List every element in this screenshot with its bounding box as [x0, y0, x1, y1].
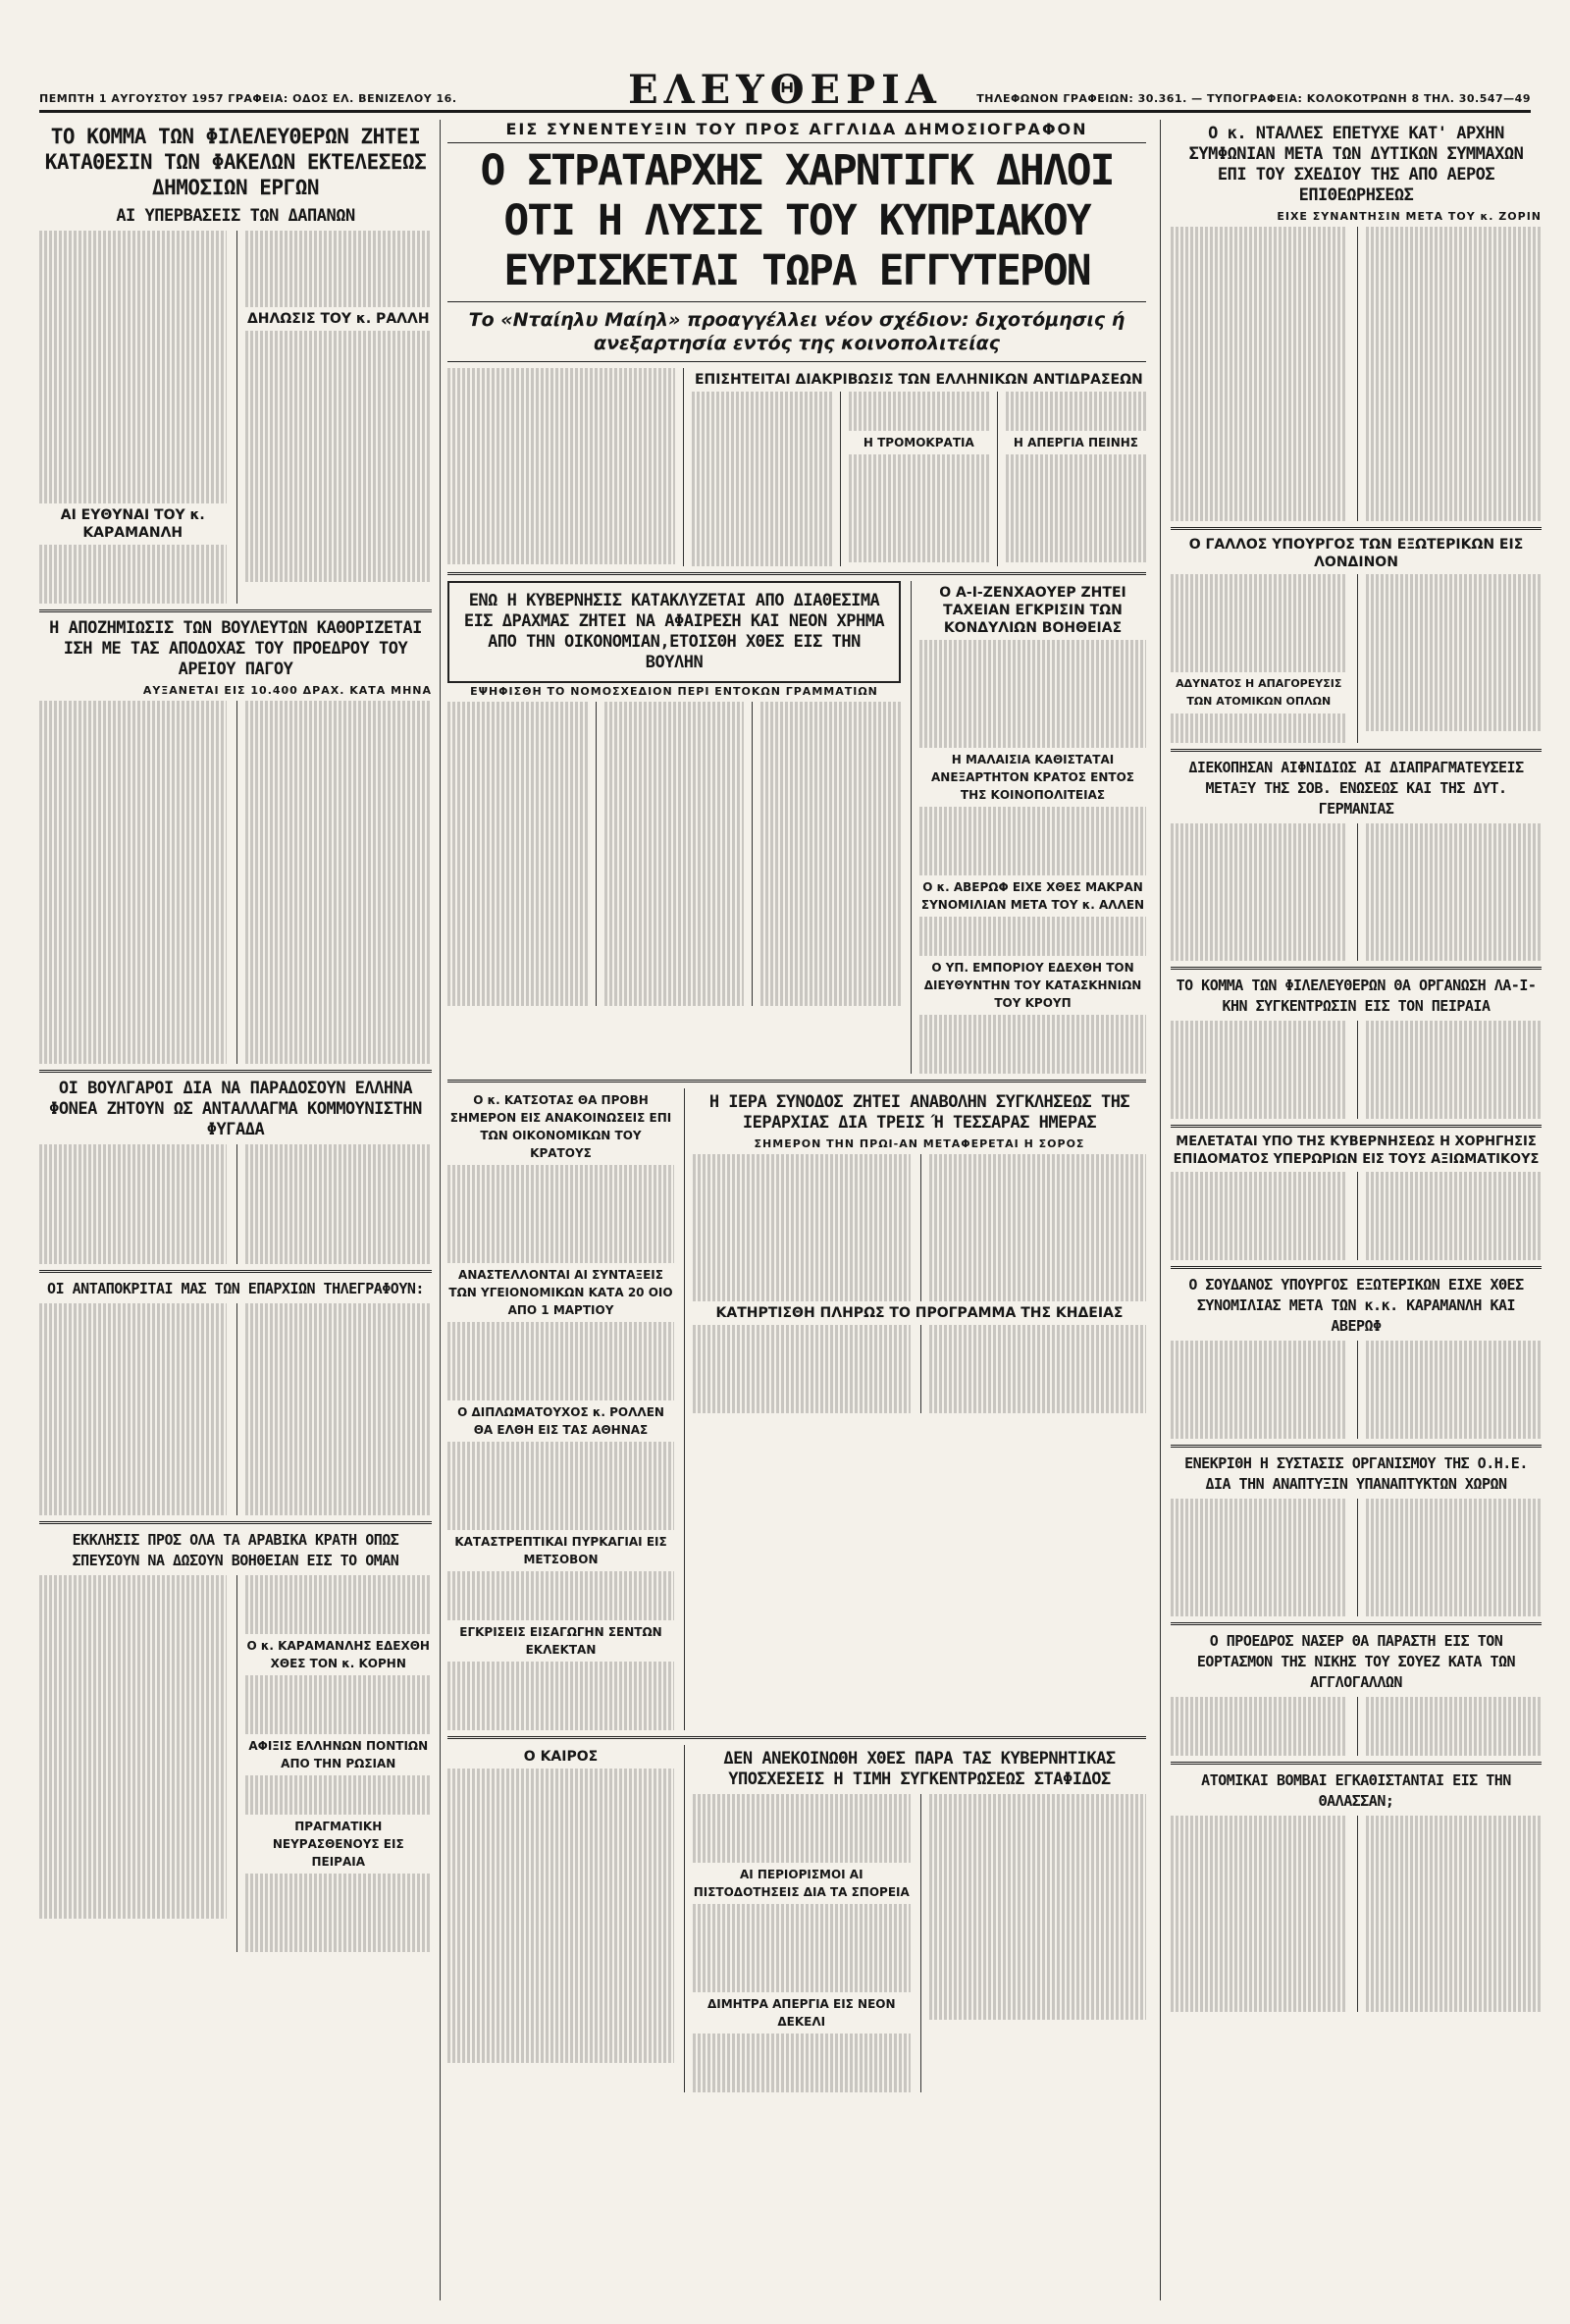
- headline-soviet-germany-talks: ΔΙΕΚΟΠΗΣΑΝ ΑΙΦΝΙΔΙΩΣ ΑΙ ΔΙΑΠΡΑΓΜΑΤΕΥΣΕΙΣ ΜΕΤΑΞΥ ΤΗΣ ΣΟΒ. ΕΝΩΣΕΩΣ ΚΑΙ ΤΗΣ ΔΥΤ. ΓΕΡΜΑΝΙΑΣ: [1188, 759, 1524, 818]
- headline-metsovo-fires: ΚΑΤΑΣΤΡΕΠΤΙΚΑΙ ΠΥΡΚΑΓΙΑΙ ΕΙΣ ΜΕΤΣΟΒΟΝ: [454, 1535, 667, 1566]
- headline-piraeus-rally: ΤΟ ΚΟΜΜΑ ΤΩΝ ΦΙΛΕΛΕΥΘΕΡΩΝ ΘΑ ΟΡΓΑΝΩΣΗ ΛΑ-Ι-ΚΗΝ ΣΥΓΚΕΝΤΡΩΣΙΝ ΕΙΣ ΤΟΝ ΠΕΙΡΑΙΑ: [1176, 977, 1537, 1015]
- subhead-hunger-strike: Η ΑΠΕΡΓΙΑ ΠΕΙΝΗΣ: [1013, 436, 1138, 449]
- headline-holy-synod: Η ΙΕΡΑ ΣΥΝΟΔΟΣ ΖΗΤΕΙ ΑΝΑΒΟΛΗΝ ΣΥΓΚΛΗΣΕΩΣ ΤΗΣ ΙΕΡΑΡΧΙΑΣ ΔΙΑ ΤΡΕΙΣ Ή ΤΕΣΣΑΡΑΣ ΗΜΕΡΑΣ: [708, 1092, 1130, 1133]
- headline-rollen: Ο ΔΙΠΛΩΜΑΤΟΥΧΟΣ κ. ΡΟΛΛΕΝ ΘΑ ΕΛΘΗ ΕΙΣ ΤΑΣ ΑΘΗΝΑΣ: [457, 1405, 664, 1437]
- subhead-dekeleia-strike: ΔΙΜΗΤΡΑ ΑΠΕΡΓΙΑ ΕΙΣ ΝΕΟΝ ΔΕΚΕΛΙ: [706, 1997, 896, 2029]
- kicker-interview: ΕΙΣ ΣΥΝΕΝΤΕΥΞΙΝ ΤΟΥ ΠΡΟΣ ΑΓΓΛΙΔΑ ΔΗΜΟΣΙΟΓΡΑΦΟΝ: [447, 120, 1146, 143]
- headline-dulles: Ο κ. ΝΤΑΛΛΕΣ ΕΠΕΤΥΧΕ ΚΑΤ' ΑΡΧΗΝ ΣΥΜΦΩΝΙΑΝ ΜΕΤΑ ΤΩΝ ΔΥΤΙΚΩΝ ΣΥΜΜΑΧΩΝ ΕΠΙ ΤΟΥ ΣΧΕΔΙΟΥ ΤΗΣ ΑΠΟ ΑΕΡΟΣ ΕΠΙΘΕΩΡΗΣΕΩΣ: [1188, 124, 1524, 205]
- headline-weather: Ο ΚΑΙΡΟΣ: [523, 1749, 599, 1765]
- masthead-date-address: ΠΕΜΠΤΗ 1 ΑΥΓΟΥΣΤΟΥ 1957 ΓΡΑΦΕΙΑ: ΟΔΟΣ ΕΛ. ΒΕΝΙΖΕΛΟΥ 16.: [39, 92, 457, 105]
- subhead-pontic-greeks: ΑΦΙΞΙΣ ΕΛΛΗΝΩΝ ΠΟΝΤΙΩΝ ΑΠΟ ΤΗΝ ΡΩΣΙΑΝ: [248, 1739, 429, 1770]
- headline-katsotas: Ο κ. ΚΑΤΣΟΤΑΣ ΘΑ ΠΡΟΒΗ ΣΗΜΕΡΟΝ ΕΙΣ ΑΝΑΚΟΙΝΩΣΕΙΣ ΕΠΙ ΤΩΝ ΟΙΚΟΝΟΜΙΚΩΝ ΤΟΥ ΚΡΑΤΟΥΣ: [449, 1093, 672, 1160]
- headline-mp-compensation: Η ΑΠΟΖΗΜΙΩΣΙΣ ΤΩΝ ΒΟΥΛΕΥΤΩΝ ΚΑΘΟΡΙΖΕΤΑΙ ΙΣΗ ΜΕ ΤΑΣ ΑΠΟΔΟΧΑΣ ΤΟΥ ΠΡΟΕΔΡΟΥ ΤΟΥ ΑΡΕΙΟΥ ΠΑΓΟΥ: [49, 618, 422, 679]
- subhead-zorin: ΕΙΧΕ ΣΥΝΑΝΤΗΣΙΝ ΜΕΤΑ ΤΟΥ κ. ΖΟΡΙΝ: [1277, 210, 1542, 223]
- left-column: [39, 120, 441, 2300]
- subhead-karamanlis-koren: Ο κ. ΚΑΡΑΜΑΝΛΗΣ ΕΔΕΧΘΗ ΧΘΕΣ ΤΟΝ κ. ΚΟΡΗΝ: [246, 1639, 430, 1670]
- headline-arab-states-oman: ΕΚΚΛΗΣΙΣ ΠΡΟΣ ΟΛΑ ΤΑ ΑΡΑΒΙΚΑ ΚΡΑΤΗ ΟΠΩΣ ΣΠΕΥΣΟΥΝ ΝΑ ΔΩΣΟΥΝ ΒΟΗΘΕΙΑΝ ΕΙΣ ΤΟ ΟΜΑΝ: [72, 1531, 399, 1569]
- masthead: [39, 67, 1531, 113]
- main-headline-line-3: ΕΥΡΙΣΚΕΤΑΙ ΤΩΡΑ ΕΓΓΥΤΕΡΟΝ: [503, 246, 1090, 295]
- subhead-coffin: ΣΗΜΕΡΟΝ ΤΗΝ ΠΡΩΙ-ΑΝ ΜΕΤΑΦΕΡΕΤΑΙ Η ΣΟΡΟΣ: [754, 1137, 1085, 1150]
- headline-officers-overtime: ΜΕΛΕΤΑΤΑΙ ΥΠΟ ΤΗΣ ΚΥΒΕΡΝΗΣΕΩΣ Η ΧΟΡΗΓΗΣΙΣ ΕΠΙΔΟΜΑΤΟΣ ΥΠΕΡΩΡΙΩΝ ΕΙΣ ΤΟΥΣ ΑΞΙΩΜΑΤΙΚΟΥΣ: [1173, 1135, 1540, 1167]
- headline-liberals-public-works: ΤΟ ΚΟΜΜΑ ΤΩΝ ΦΙΛΕΛΕΥΘΕΡΩΝ ΖΗΤΕΙ ΚΑΤΑΘΕΣΙΝ ΤΩΝ ΦΑΚΕΛΩΝ ΕΚΤΕΛΕΣΕΩΣ ΔΗΜΟΣΙΩΝ ΕΡΓΩΝ: [44, 125, 427, 199]
- subhead-krupp: Ο ΥΠ. ΕΜΠΟΡΙΟΥ ΕΔΕΧΘΗ ΤΟΝ ΔΙΕΥΘΥΝΤΗΝ ΤΟΥ ΚΑΤΑΣΚΗΝΙΩΝ ΤΟΥ ΚΡΟΥΠ: [923, 961, 1142, 1010]
- masthead-phones: ΤΗΛΕΦΩΝΟΝ ΓΡΑΦΕΙΩΝ: 30.361. — ΤΥΠΟΓΡΑΦΕΙΑ: ΚΟΛΟΚΟΤΡΩΝΗ 8 ΤΗΛ. 30.547—49: [976, 92, 1531, 105]
- headline-funeral-program: ΚΑΤΗΡΤΙΣΘΗ ΠΛΗΡΩΣ ΤΟ ΠΡΟΓΡΑΜΜΑ ΤΗΣ ΚΗΔΕΙΑΣ: [715, 1305, 1124, 1321]
- subhead-seed-credit: ΑΙ ΠΕΡΙΟΡΙΣΜΟΙ ΑΙ ΠΙΣΤΟΔΟΤΗΣΕΙΣ ΔΙΑ ΤΑ ΣΠΟΡΕΙΑ: [693, 1868, 910, 1899]
- main-deck-daily-mail: Το «Νταίηλυ Μαίηλ» προαγγέλλει νέον σχέδιον: διχοτόμησις ή ανεξαρτησία εντός της κοινοπολιτείας: [468, 309, 1125, 354]
- subhead-terrorism: Η ΤΡΟΜΟΚΡΑΤΙΑ: [863, 436, 974, 449]
- box-government-money: [447, 581, 901, 683]
- headline-un-development: ΕΝΕΚΡΙΘΗ Η ΣΥΣΤΑΣΙΣ ΟΡΓΑΝΙΣΜΟΥ ΤΗΣ Ο.Η.Ε. ΔΙΑ ΤΗΝ ΑΝΑΠΤΥΞΙΝ ΥΠΑΝΑΠΤΥΚΤΩΝ ΧΩΡΩΝ: [1184, 1454, 1528, 1493]
- headline-provincial-correspondents: ΟΙ ΑΝΤΑΠΟΚΡΙΤΑΙ ΜΑΣ ΤΩΝ ΕΠΑΡΧΙΩΝ ΤΗΛΕΓΡΑΦΟΥΝ:: [47, 1280, 424, 1297]
- headline-eisenhower-aid: Ο Α-Ι-ΖΕΝΧΑΟΥΕΡ ΖΗΤΕΙ ΤΑΧΕΙΑΝ ΕΓΚΡΙΣΙΝ ΤΩΝ ΚΟΝΔΥΛΙΩΝ ΒΟΗΘΕΙΑΣ: [939, 585, 1126, 636]
- headline-greek-reactions: ΕΠΙΣΗΤΕΙΤΑΙ ΔΙΑΚΡΙΒΩΣΙΣ ΤΩΝ ΕΛΛΗΝΙΚΩΝ ΑΝΤΙΔΡΑΣΕΩΝ: [694, 372, 1143, 388]
- subhead-10400-drachmas: ΑΥΞΑΝΕΤΑΙ ΕΙΣ 10.400 ΔΡΑΧ. ΚΑΤΑ ΜΗΝΑ: [142, 684, 432, 697]
- main-headline-line-1: Ο ΣΤΡΑΤΑΡΧΗΣ ΧΑΡΝΤΙΓΚ ΔΗΛΟΙ: [480, 146, 1114, 195]
- newspaper-title: ΕΛΕΥΘΕΡΙΑ: [628, 67, 942, 113]
- headline-government-money: ΕΝΩ Η ΚΥΒΕΡΝΗΣΙΣ ΚΑΤΑΚΛΥΖΕΤΑΙ ΑΠΟ ΔΙΑΘΕΣΙΜΑ ΕΙΣ ΔΡΑΧΜΑΣ ΖΗΤΕΙ ΝΑ ΑΦΑΙΡΕΣΗ ΚΑΙ ΝΕΟΝ ΧΡΗΜΑ ΑΠΟ ΤΗΝ ΟΙΚΟΝΟΜΙΑΝ,ΕΤΟΙΣΘΗ ΧΘΕΣ ΕΙΣ ΤΗΝ ΒΟΥΛΗΝ: [463, 591, 885, 672]
- headline-imports: ΕΓΚΡΙΣΕΙΣ ΕΙΣΑΓΩΓΗΝ ΣΕΝΤΩΝ ΕΚΛΕΚΤΑΝ: [459, 1625, 662, 1657]
- subhead-cost-overruns: ΑΙ ΥΠΕΡΒΑΣΕΙΣ ΤΩΝ ΔΑΠΑΝΩΝ: [116, 206, 355, 226]
- headline-sudan-minister: Ο ΣΟΥΔΑΝΟΣ ΥΠΟΥΡΓΟΣ ΕΞΩΤΕΡΙΚΩΝ ΕΙΧΕ ΧΘΕΣ ΣΥΝΟΜΙΛΙΑΣ ΜΕΤΑ ΤΩΝ κ.κ. ΚΑΡΑΜΑΝΛΗ ΚΑΙ ΑΒΕΡΩΦ: [1188, 1276, 1524, 1335]
- subhead-malaya: Η ΜΑΛΑΙΣΙΑ ΚΑΘΙΣΤΑΤΑΙ ΑΝΕΞΑΡΤΗΤΟΝ ΚΡΑΤΟΣ ΕΝΤΟΣ ΤΗΣ ΚΟΙΝΟΠΟΛΙΤΕΙΑΣ: [931, 753, 1134, 802]
- subhead-rallis: ΔΗΛΩΣΙΣ ΤΟΥ κ. ΡΑΛΛΗ: [246, 311, 430, 327]
- subhead-piraeus: ΠΡΑΓΜΑΤΙΚΗ ΝΕΥΡΑΣΘΕΝΟΥΣ ΕΙΣ ΠΕΙΡΑΙΑ: [272, 1820, 404, 1869]
- article-body: [39, 231, 432, 409]
- subhead-treasury-bills: ΕΨΗΦΙΣΘΗ ΤΟ ΝΟΜΟΣΧΕΔΙΟΝ ΠΕΡΙ ΕΝΤΟΚΩΝ ΓΡΑΜΜΑΤΙΩΝ: [470, 685, 878, 698]
- center-column: [447, 120, 1146, 2300]
- subhead-averof-allen: Ο κ. ΑΒΕΡΩΦ ΕΙΧΕ ΧΘΕΣ ΜΑΚΡΑΝ ΣΥΝΟΜΙΛΙΑΝ ΜΕΤΑ ΤΟΥ κ. ΑΛΛΕΝ: [920, 880, 1145, 912]
- headline-french-minister-london: Ο ΓΑΛΛΟΣ ΥΠΟΥΡΓΟΣ ΤΩΝ ΕΞΩΤΕΡΙΚΩΝ ΕΙΣ ΛΟΝΔΙΝΟΝ: [1188, 537, 1524, 570]
- headline-raisin-price: ΔΕΝ ΑΝΕΚΟΙΝΩΘΗ ΧΘΕΣ ΠΑΡΑ ΤΑΣ ΚΥΒΕΡΝΗΤΙΚΑΣ ΥΠΟΣΧΕΣΕΙΣ Η ΤΙΜΗ ΣΥΓΚΕΝΤΡΩΣΕΩΣ ΣΤΑΦΙΔΟΣ: [723, 1749, 1116, 1789]
- headline-nasser-suez: Ο ΠΡΟΕΔΡΟΣ ΝΑΣΕΡ ΘΑ ΠΑΡΑΣΤΗ ΕΙΣ ΤΟΝ ΕΟΡΤΑΣΜΟΝ ΤΗΣ ΝΙΚΗΣ ΤΟΥ ΣΟΥΕΖ ΚΑΤΑ ΤΩΝ ΑΓΓΛΟΓΑΛΛΩΝ: [1196, 1632, 1516, 1691]
- subhead-karamanlis-responsibility: ΑΙ ΕΥΘΥΝΑΙ ΤΟΥ κ. ΚΑΡΑΜΑΝΛΗ: [60, 507, 205, 541]
- headline-pensions: ΑΝΑΣΤΕΛΛΟΝΤΑΙ ΑΙ ΣΥΝΤΑΞΕΙΣ ΤΩΝ ΥΓΕΙΟΝΟΜΙΚΩΝ ΚΑΤΑ 20 ΟΙΟ ΑΠΟ 1 ΜΑΡΤΙΟΥ: [448, 1268, 673, 1317]
- right-column: [1160, 120, 1542, 2300]
- headline-bulgarians-murderer: ΟΙ ΒΟΥΛΓΑΡΟΙ ΔΙΑ ΝΑ ΠΑΡΑΔΟΣΟΥΝ ΕΛΛΗΝΑ ΦΟΝΕΑ ΖΗΤΟΥΝ ΩΣ ΑΝΤΑΛΛΑΓΜΑ ΚΟΜΜΟΥΝΙΣΤΗΝ ΦΥΓΑΔΑ: [49, 1079, 422, 1139]
- subhead-atomic-weapons: ΑΔΥΝΑΤΟΣ Η ΑΠΑΓΟΡΕΥΣΙΣ ΤΩΝ ΑΤΟΜΙΚΩΝ ΟΠΛΩΝ: [1176, 677, 1342, 708]
- main-headline-line-2: ΟΤΙ Η ΛΥΣΙΣ ΤΟΥ ΚΥΠΡΙΑΚΟΥ: [503, 196, 1090, 245]
- headline-atomic-bombs-sea: ΑΤΟΜΙΚΑΙ ΒΟΜΒΑΙ ΕΓΚΑΘΙΣΤΑΝΤΑΙ ΕΙΣ ΤΗΝ ΘΑΛΑΣΣΑΝ;: [1201, 1771, 1511, 1810]
